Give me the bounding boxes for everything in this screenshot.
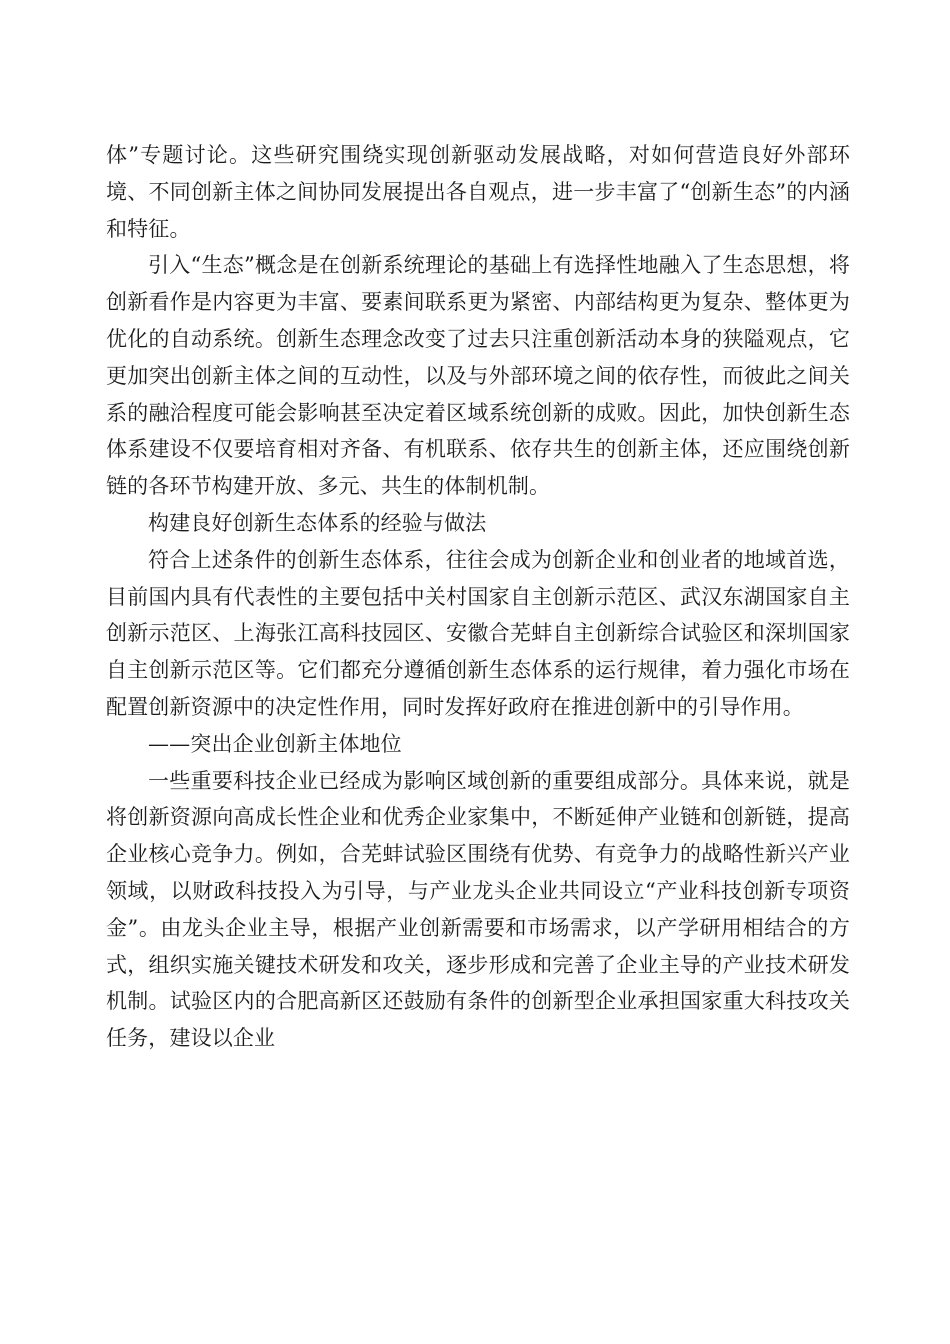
paragraph-2: 引入“生态”概念是在创新系统理论的基础上有选择性地融入了生态思想，将创新看作是内容更为丰富、要素间联系更为紧密、内部结构更为复杂、整体更为优化的自动系统。创新生态理念改变了过去只注重创新活动本身的狭隘观点，它更加突出创新主体之间的互动性，以及与外部环境之间的依存性，而彼此之间关系的融洽程度可能会影响甚至决定着区域系统创新的成败。因此，加快创新生态体系建设不仅要培育相对齐备、有机联系、依存共生的创新主体，还应围绕创新链的各环节构建开放、多元、共生的体制机制。 [106, 253, 850, 499]
paragraph-3: 符合上述条件的创新生态体系，往往会成为创新企业和创业者的地域首选，目前国内具有代表性的主要包括中关村国家自主创新示范区、武汉东湖国家自主创新示范区、上海张江高科技园区、安徽合芜蚌自主创新综合试验区和深圳国家自主创新示范区等。它们都充分遵循创新生态体系的运行规律，着力强化市场在配置创新资源中的决定性作用，同时发挥好政府在推进创新中的引导作用。 [106, 547, 850, 719]
subheading-enterprise-innovation: ——突出企业创新主体地位 [148, 731, 402, 756]
section-heading-experience: 构建良好创新生态体系的经验与做法 [148, 510, 487, 535]
paragraph-4: 一些重要科技企业已经成为影响区域创新的重要组成部分。具体来说，就是将创新资源向高成长性企业和优秀企业家集中，不断延伸产业链和创新链，提高企业核心竞争力。例如，合芜蚌试验区围绕有优势、有竞争力的战略性新兴产业领域，以财政科技投入为引导，与产业龙头企业共同设立“产业科技创新专项资金”。由龙头企业主导，根据产业创新需要和市场需求，以产学研用相结合的方式，组织实施关键技术研发和攻关，逐步形成和完善了企业主导的产业技术研发机制。试验区内的合肥高新区还鼓励有条件的创新型企业承担国家重大科技攻关任务，建设以企业 [106, 768, 850, 1051]
paragraph-1: 体”专题讨论。这些研究围绕实现创新驱动发展战略，对如何营造良好外部环境、不同创新主体之间协同发展提出各自观点，进一步丰富了“创新生态”的内涵和特征。 [106, 143, 850, 241]
document-page [106, 137, 850, 1057]
